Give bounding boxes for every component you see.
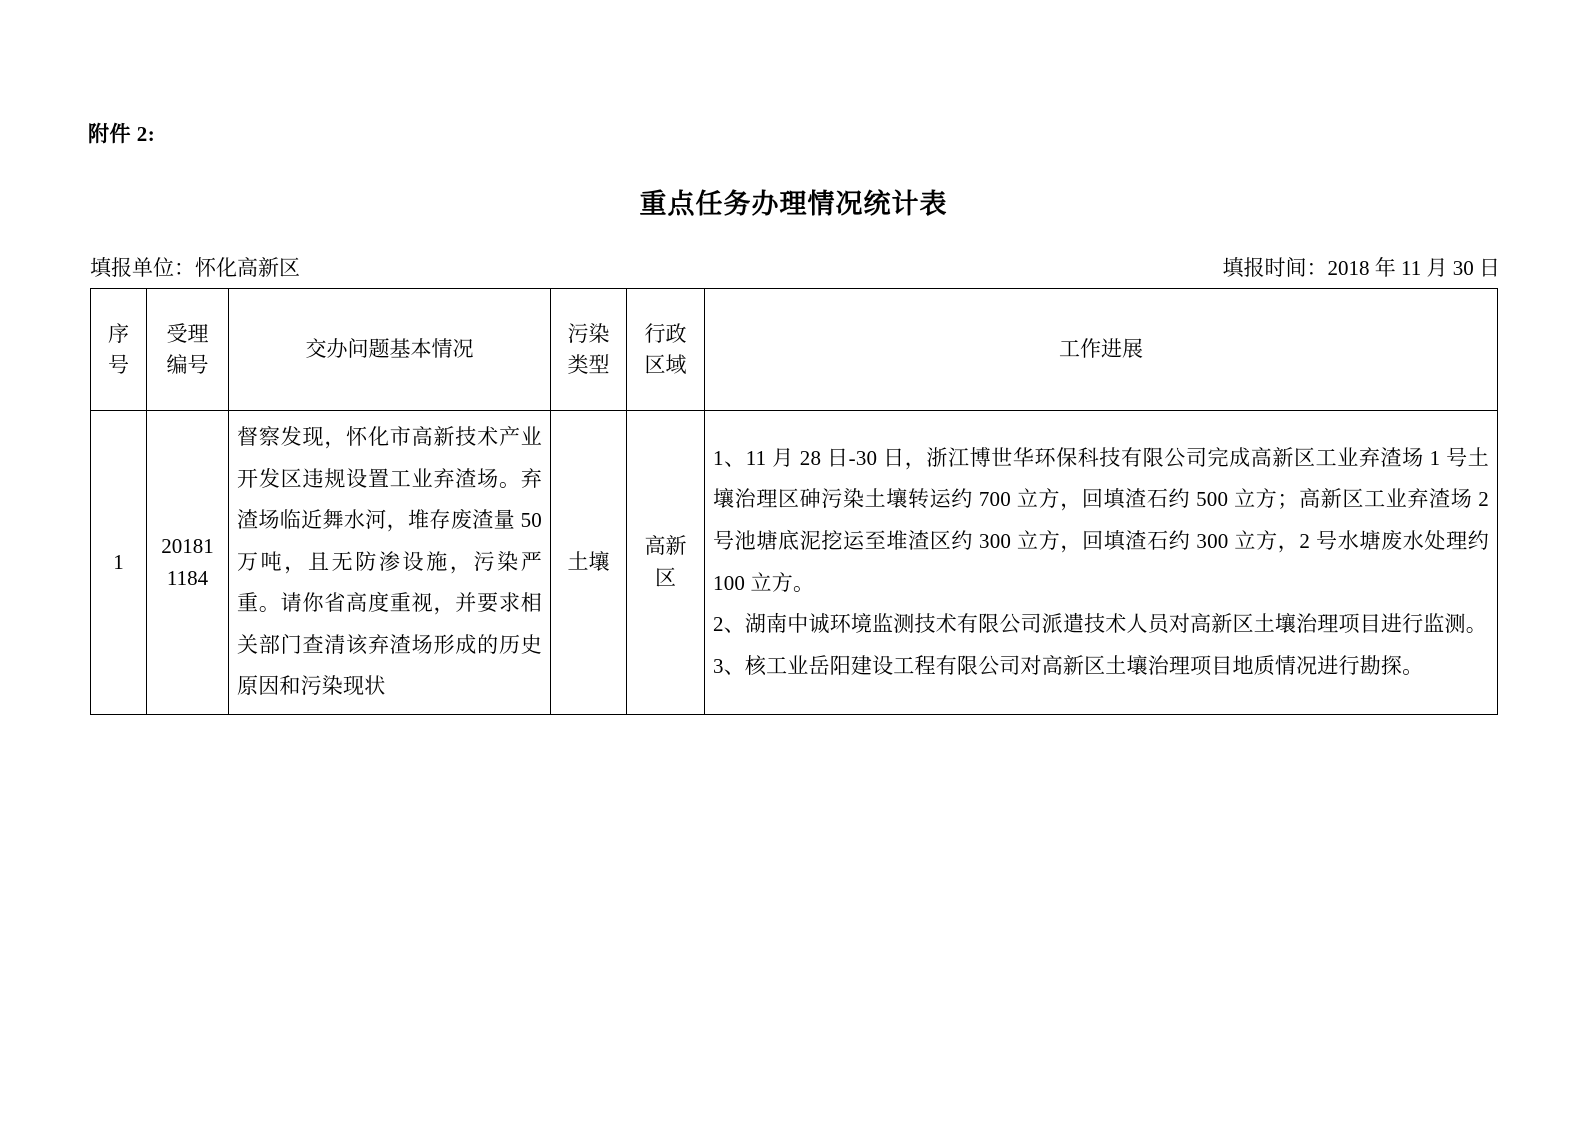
report-unit: 填报单位：怀化高新区: [90, 256, 300, 280]
column-header-pollution-line2: 类型: [567, 352, 610, 377]
column-header-code: [147, 289, 229, 411]
column-header-area: [627, 289, 705, 411]
progress-item: 2、湖南中诚环境监测技术有限公司派遣技术人员对高新区土壤治理项目进行监测。: [713, 612, 1487, 637]
column-header-index-line2: 号: [108, 352, 129, 377]
cell-index: 1: [91, 411, 147, 715]
column-header-pollution-line1: 污染: [567, 322, 610, 347]
cell-progress: [705, 411, 1498, 715]
progress-item: 1、11 月 28 日-30 日，浙江博世华环保科技有限公司完成高新区工业弃渣场 1 号土壤治理区砷污染土壤转运约 700 立方，回填渣石约 500 立方；高新区工业弃渣场 2 号池塘底泥挖运至堆渣区约 300 立方，回填渣石约 300 立方，2 号水塘废水处理约 100 立方。: [713, 445, 1489, 595]
table-row: [91, 411, 1498, 715]
attachment-label: 附件 2:: [88, 122, 156, 146]
column-header-index-line1: 序: [108, 322, 129, 347]
meta-row: [90, 252, 1500, 280]
cell-area-line2: 区: [655, 565, 676, 590]
cell-code: [147, 411, 229, 715]
cell-code-line1: 20181: [161, 534, 214, 559]
cell-description: 督察发现，怀化市高新技术产业开发区违规设置工业弃渣场。弃渣场临近舞水河，堆存废渣量 50 万吨，且无防渗设施，污染严重。请你省高度重视，并要求相关部门查清该弃渣场形成的历史原因和污染现状: [229, 411, 551, 715]
table-header-row: [91, 289, 1498, 411]
column-header-area-line1: 行政: [644, 322, 687, 347]
cell-pollution-type: 土壤: [551, 411, 627, 715]
column-header-progress: 工作进展: [705, 289, 1498, 411]
cell-area-line1: 高新: [644, 534, 687, 559]
cell-code-line2: 1184: [166, 565, 209, 590]
column-header-pollution-type: [551, 289, 627, 411]
column-header-area-line2: 区域: [644, 352, 687, 377]
column-header-index: [91, 289, 147, 411]
column-header-code-line1: 受理: [166, 322, 209, 347]
task-status-table: [90, 288, 1498, 715]
progress-item: 3、核工业岳阳建设工程有限公司对高新区土壤治理项目地质情况进行勘探。: [713, 653, 1424, 678]
cell-area: [627, 411, 705, 715]
column-header-code-line2: 编号: [166, 352, 209, 377]
page-title: 重点任务办理情况统计表: [639, 189, 948, 219]
column-header-description: 交办问题基本情况: [229, 289, 551, 411]
report-time: 填报时间：2018 年 11 月 30 日: [1222, 256, 1500, 280]
